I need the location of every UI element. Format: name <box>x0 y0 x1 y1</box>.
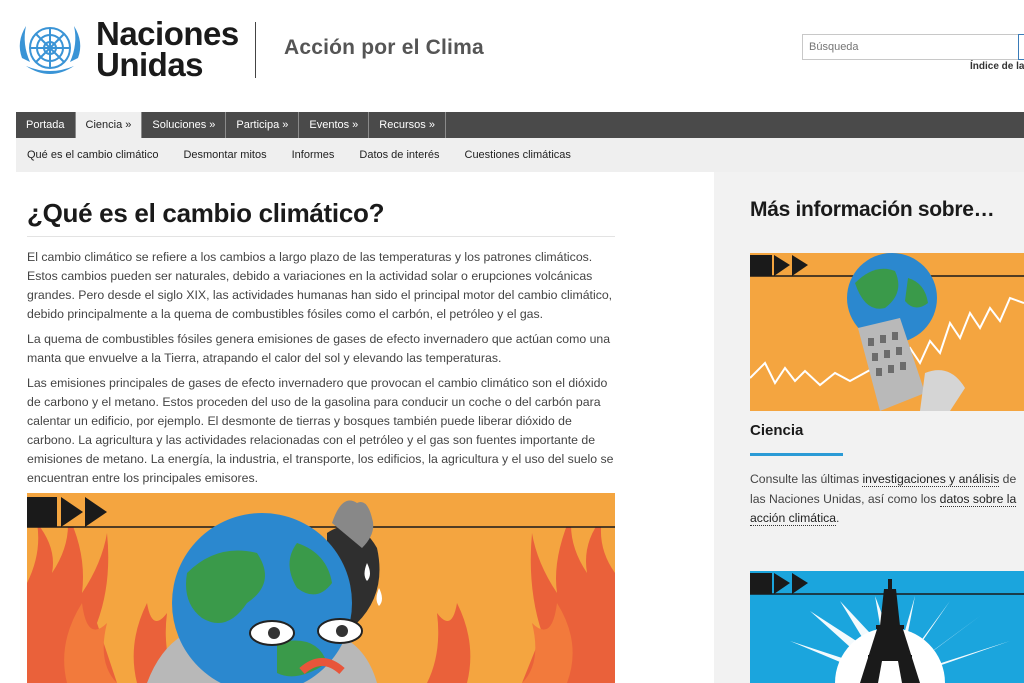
sidebar-title: Más información sobre… <box>750 198 995 221</box>
sub-nav <box>16 138 1024 172</box>
card-text-part-1: Consulte las últimas <box>750 472 863 486</box>
search-input[interactable] <box>802 34 1024 60</box>
subnav-item-mitos[interactable]: Desmontar mitos <box>183 149 267 161</box>
brand-line-1: Naciones <box>96 15 239 52</box>
index-link[interactable]: Índice de la <box>970 61 1024 72</box>
search-button[interactable] <box>1018 34 1024 60</box>
subnav-item-que-es[interactable]: Qué es el cambio climático <box>27 149 159 161</box>
nav-item-portada[interactable]: Portada <box>16 112 76 138</box>
main-content <box>16 172 714 683</box>
card-accent-rule <box>750 453 843 456</box>
page-title: ¿Qué es el cambio climático? <box>27 198 385 228</box>
hero-artwork <box>27 493 615 683</box>
card-description <box>750 470 1022 529</box>
card-title-ciencia[interactable]: Ciencia <box>750 422 804 439</box>
card-text-part-2: de las Naciones Unidas, así como los <box>750 472 1017 506</box>
site-title[interactable]: Acción por el Clima <box>284 36 484 59</box>
article-paragraph-1: El cambio climático se refiere a los cambios a largo plazo de las temperaturas y los patrones climáticos. Estos cambios pueden ser naturales, debido a variaciones en la actividad solar o erupciones volcánicas grandes. Pero desde el siglo XIX, las actividades humanas han sido el principal motor del cambio climático, debido principalmente a la quema de combustibles fósiles como el carbón, el petróleo y el gas. <box>27 250 613 321</box>
brand-name[interactable] <box>96 15 239 83</box>
site-header <box>0 0 1024 112</box>
article-paragraph-2: La quema de combustibles fósiles genera emisiones de gases de efecto invernadero que actúan como una manta que envuelve a la Tierra, atrapando el calor del sol y elevando las temperaturas. <box>27 332 611 365</box>
nav-item-eventos[interactable]: Eventos » <box>299 112 369 138</box>
subnav-item-cuestiones[interactable]: Cuestiones climáticas <box>464 149 571 161</box>
main-nav <box>16 112 1024 138</box>
nav-item-participa[interactable]: Participa » <box>226 112 299 138</box>
hero-illustration <box>27 493 615 683</box>
card-text-part-3: . <box>836 511 840 525</box>
article-paragraph-3: Las emisiones principales de gases de efecto invernadero que provocan el cambio climático son el dióxido de carbono y el metano. Estos proceden del uso de la gasolina para conducir un coche o del carbón para calentar un edificio, por ejemplo. El desmonte de tierras y bosques también puede liberar dióxido de carbono. La agricultura y las actividades relacionadas con el petróleo y el gas son fuentes importante de emisiones de metano. La energía, la industria, el transporte, los edificios, la agricultura y el uso del suelo se encuentran entre los principales emisores. <box>27 376 614 485</box>
science-artwork <box>750 253 1024 411</box>
nav-item-soluciones[interactable]: Soluciones » <box>142 112 226 138</box>
nav-item-ciencia[interactable]: Ciencia » <box>76 112 143 138</box>
un-emblem-icon[interactable] <box>12 18 88 82</box>
card-image-second[interactable] <box>750 571 1024 683</box>
card-image-ciencia[interactable] <box>750 253 1024 411</box>
brand-divider <box>255 22 256 78</box>
climate-data-link[interactable]: datos sobre la acción climática <box>750 491 1017 525</box>
subnav-item-informes[interactable]: Informes <box>291 149 335 161</box>
subnav-item-datos[interactable]: Datos de interés <box>359 149 440 161</box>
brand-line-2: Unidas <box>96 46 204 83</box>
eiffel-artwork <box>750 571 1024 683</box>
title-divider <box>27 236 615 237</box>
sidebar <box>714 172 1024 683</box>
article-body <box>27 248 617 494</box>
nav-item-recursos[interactable]: Recursos » <box>369 112 446 138</box>
research-link[interactable]: investigaciones y análisis <box>862 472 1000 486</box>
